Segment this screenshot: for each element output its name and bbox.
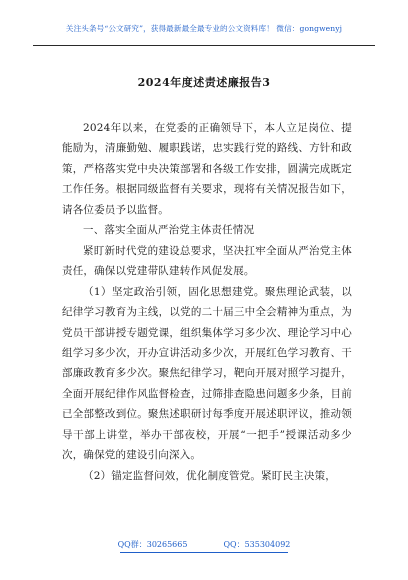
paragraph-section-intro: 紧盯新时代党的建设总要求，坚决扛牢全面从严治党主体责任，确保以党建带队建转作风促发展。 bbox=[62, 244, 352, 278]
footer-qq: QQ：535304092 bbox=[223, 540, 291, 549]
paragraph-item-2: （2）锚定监督问效，优化制度管党。紧盯民主决策， bbox=[83, 469, 336, 482]
footer-qq-group: QQ群：30265665 bbox=[117, 540, 188, 549]
footer-contact bbox=[0, 539, 408, 550]
section-heading: 一、落实全面从严治党主体责任情况 bbox=[83, 224, 255, 237]
paragraph-intro: 2024年以来，在党委的正确领导下，本人立足岗位、提能励为，清廉勤勉、履职践诺，忠实践行党的路线、方针和政策，严格落实党中央决策部署和各级工作安排，圆满完成既定工作任务。根据同级监督有关要求，现将有关情况报告如下，请各位委员予以监督。 bbox=[62, 122, 352, 216]
header-divider bbox=[33, 45, 375, 46]
footer-underline bbox=[120, 552, 288, 553]
header-promo-note: 关注头条号“公文研究”，获得最新最全最专业的公文资料库！ 微信：gongwenyj bbox=[65, 24, 343, 33]
document-title: 2024年度述责述廉报告3 bbox=[137, 76, 271, 89]
paragraph-item-1: （1）坚定政治引领，固化思想建党。聚焦理论武装，以纪律学习教育为主线，以党的二十届三中全会精神为重点，为党员干部讲授专题党课，组织集体学习多少次、理论学习中心组学习多少次，开办宣讲活动多少次，开展红色学习教育、干部廉政教育多少次。聚焦纪律学习，靶向开展对照学习提升，全面开展纪律作风监督检查，过筛排查隐患问题多少条，目前已全部整改到位。聚焦述职研讨每季度开展述职评议，推动领导干部上讲堂，举办干部夜校，开展“一把手”授课活动多少次，确保党的建设引向深入。 bbox=[62, 285, 352, 462]
document-body bbox=[62, 118, 352, 486]
